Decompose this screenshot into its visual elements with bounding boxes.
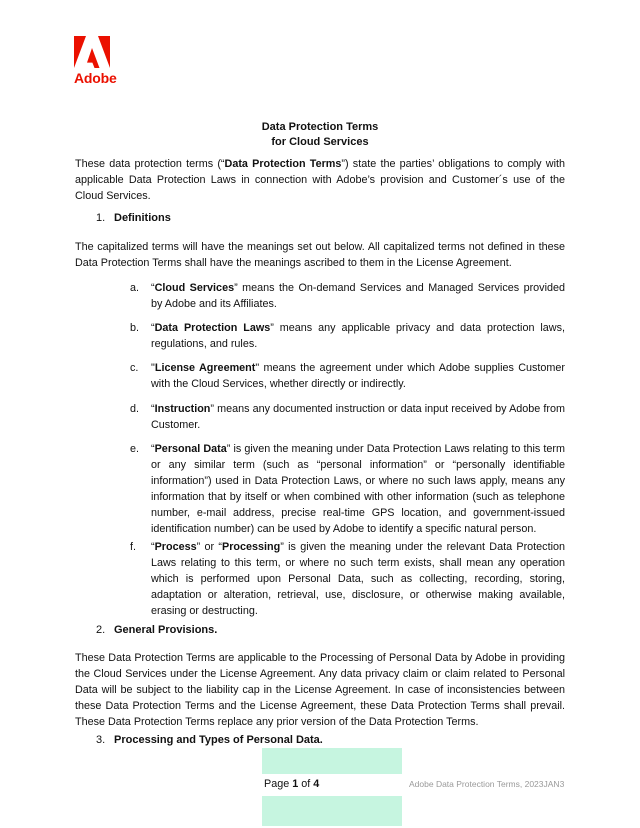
quote: “ xyxy=(151,443,155,455)
definition-text: ” is given the meaning under Data Protection Laws relating to this term or any similar term (such as “personal information” or “personally identifiable information”) used in Data Protection Laws, or where no such laws apply, means any information that by itself or when combined with other information (such as telephone number, e-mail address, precise real-time GPS location, and government-issued identification number) can be used by Adobe to identify a specific natural person. xyxy=(151,443,565,535)
logo-wordmark: Adobe xyxy=(74,70,117,86)
intro-pre: These data protection terms (“ xyxy=(75,158,225,170)
definition-letter: c. xyxy=(130,362,139,374)
definition-item xyxy=(130,360,565,392)
definition-item xyxy=(130,320,565,352)
definition-text: " means the agreement under which Adobe supplies Customer with the Cloud Services, whether directly or indirectly. xyxy=(151,362,565,390)
total-pages: 4 xyxy=(313,778,320,790)
definition-letter: a. xyxy=(130,282,140,294)
intro-post: ”) state the parties’ obligations to comply with applicable Data Protection Laws in connection with Adobe’s provision and Customer´s use of the Cloud Services. xyxy=(75,158,566,202)
adobe-logo xyxy=(74,36,117,86)
intro-paragraph xyxy=(75,156,565,204)
quote-separator: ” or “ xyxy=(196,541,223,553)
footer-doc-ref: Adobe Data Protection Terms, 2023JAN3 xyxy=(409,779,565,789)
definition-letter: b. xyxy=(130,322,140,334)
defined-term: Processing xyxy=(222,541,281,553)
section-3-title: Processing and Types of Personal Data. xyxy=(114,734,323,746)
section-1-number: 1. xyxy=(96,212,106,224)
section-2-number: 2. xyxy=(96,624,106,636)
section-1-title: Definitions xyxy=(114,212,171,224)
highlight-band-bottom xyxy=(262,796,402,826)
quote: “ xyxy=(151,322,155,334)
definition-item xyxy=(130,280,565,312)
defined-term: Cloud Services xyxy=(154,282,235,294)
section-2-title: General Provisions. xyxy=(114,624,218,636)
adobe-logo-icon xyxy=(74,36,110,68)
definition-text: ” is given the meaning under the relevant Data Protection Laws relating to this term, or where no such term exists, shall mean any operation which is performed upon Personal Data, such as collecting, recording, storing, adaptation or alteration, retrieval, use, disclosure, or otherwise making available, erasing or destructing. xyxy=(151,541,565,617)
quote: “ xyxy=(151,403,155,415)
quote: “ xyxy=(151,541,155,553)
section-2-text: These Data Protection Terms are applicable to the Processing of Personal Data by Adobe in providing the Cloud Services under the License Agreement. Any data privacy claim or claim related to Personal Data will be subject to the liability cap in the License Agreement. In case of inconsistencies between these Data Protection Terms and the License Agreement, these Data Protection Terms shall prevail. These Data Protection Terms replace any prior version of the Data Protection Terms. xyxy=(75,652,565,728)
definition-letter: e. xyxy=(130,443,140,455)
section-1-text: The capitalized terms will have the meanings set out below. All capitalized terms not defined in these Data Protection Terms shall have the meanings ascribed to them in the License Agreement. xyxy=(75,241,565,269)
section-3-number: 3. xyxy=(96,734,106,746)
defined-term: License Agreement xyxy=(154,362,256,374)
title-line-2: for Cloud Services xyxy=(271,136,369,148)
page-of: of xyxy=(298,778,314,790)
page-number xyxy=(264,778,319,790)
quote: " xyxy=(151,362,155,374)
quote: “ xyxy=(151,282,155,294)
definition-item xyxy=(130,441,565,537)
section-1-heading xyxy=(96,212,171,224)
page-title xyxy=(0,120,640,150)
defined-term: Instruction xyxy=(154,403,211,415)
definition-text: ” means the On-demand Services and Managed Services provided by Adobe and its Affiliates. xyxy=(151,282,565,310)
definition-item xyxy=(130,401,565,433)
section-2-heading xyxy=(96,624,217,636)
intro-bold-term: Data Protection Terms xyxy=(224,158,342,170)
definition-letter: d. xyxy=(130,403,140,415)
current-page: 1 xyxy=(292,778,299,790)
highlight-band-top xyxy=(262,748,402,774)
title-line-1: Data Protection Terms xyxy=(261,121,379,133)
defined-term: Personal Data xyxy=(154,443,227,455)
defined-term: Process xyxy=(154,541,197,553)
definition-letter: f. xyxy=(130,541,136,553)
definition-text: ” means any applicable privacy and data protection laws, regulations, and rules. xyxy=(151,322,565,350)
defined-term: Data Protection Laws xyxy=(154,322,271,334)
definition-text: ” means any documented instruction or data input received by Adobe from Customer. xyxy=(151,403,565,431)
definition-item xyxy=(130,539,565,619)
section-3-heading xyxy=(96,734,323,746)
page-prefix: Page xyxy=(264,778,293,790)
